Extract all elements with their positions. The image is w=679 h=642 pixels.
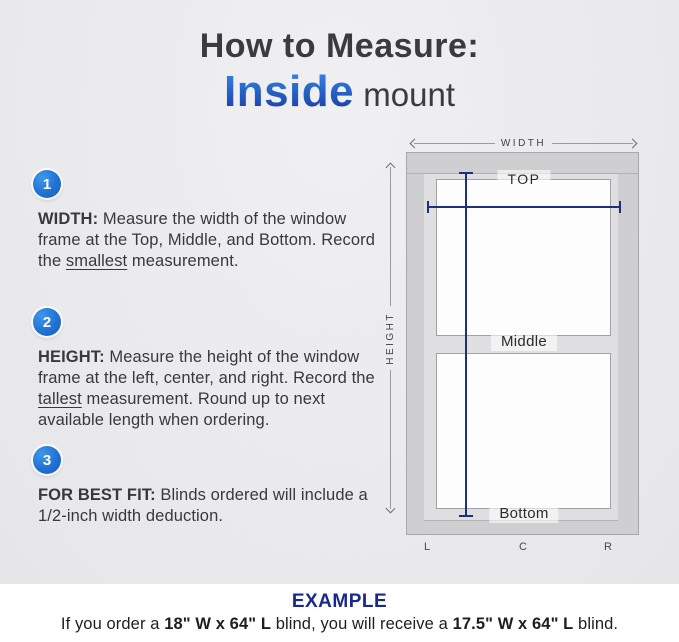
arrow-down-icon	[385, 504, 395, 514]
example-heading: EXAMPLE	[291, 591, 388, 612]
step-3-lead: FOR BEST FIT:	[38, 486, 156, 504]
step-2	[33, 308, 381, 431]
step-2-lead: HEIGHT:	[38, 348, 105, 366]
page-title-line2	[0, 67, 679, 117]
step-1-body: Measure the width of the window frame at the Top, Middle, and Bottom. Record the	[38, 210, 376, 270]
page-title-line1: How to Measure:	[199, 27, 480, 65]
window-label-bottom: Bottom	[489, 504, 558, 523]
window-label-middle: Middle	[491, 332, 557, 351]
example-bold-1: 18" W x 64" L	[164, 615, 272, 633]
step-3-text	[38, 485, 376, 527]
step-3-number-badge: 3	[33, 446, 61, 474]
example-bold-2: 17.5" W x 64" L	[452, 615, 574, 633]
step-1-text	[38, 209, 376, 272]
window-illustration	[406, 152, 639, 535]
step-2-text	[38, 347, 376, 431]
arrow-right-icon	[628, 139, 638, 149]
step-1-underlined-word: smallest	[65, 251, 128, 270]
arrow-up-icon	[385, 163, 395, 173]
step-3	[33, 446, 381, 527]
window-label-top: TOP	[497, 170, 550, 188]
horizontal-measure-line	[427, 206, 621, 208]
arrow-line	[552, 143, 633, 144]
step-2-number-badge: 2	[33, 308, 61, 336]
step-1-number-badge: 1	[33, 170, 61, 198]
arrow-line	[390, 167, 391, 306]
arrow-line	[414, 143, 495, 144]
arrow-line	[390, 370, 391, 509]
example-text-3: blind.	[573, 615, 619, 633]
step-1	[33, 170, 381, 272]
example-footer	[0, 584, 679, 642]
width-arrow-label: WIDTH	[500, 138, 547, 149]
step-2-underlined-word: tallest	[38, 389, 82, 408]
example-text-2: blind, you will receive a	[271, 615, 453, 633]
window-upper-pane	[436, 179, 611, 336]
tick-label-right: R	[604, 541, 613, 553]
example-sentence	[0, 615, 679, 634]
header	[0, 27, 679, 117]
step-2-body-after: measurement. Round up to next available length when ordering.	[38, 389, 326, 429]
width-dimension-arrow	[411, 137, 636, 150]
tick-label-left: L	[424, 541, 432, 553]
title-emphasis-inside: Inside	[223, 67, 355, 116]
vertical-measure-line	[465, 172, 467, 517]
tick-label-center: C	[519, 541, 528, 553]
window-lower-pane	[436, 353, 611, 509]
height-dimension-arrow	[383, 164, 397, 512]
step-1-body-after: measurement.	[127, 251, 239, 270]
step-3-body: Blinds ordered will include a 1/2-inch width deduction.	[38, 486, 368, 525]
arrow-left-icon	[410, 139, 420, 149]
example-text-1: If you order a	[60, 615, 165, 633]
height-arrow-label: HEIGHT	[384, 311, 396, 365]
step-2-body: Measure the height of the window frame at the left, center, and right. Record the	[38, 348, 375, 387]
title-rest-mount: mount	[354, 76, 456, 113]
step-1-lead: WIDTH:	[38, 210, 99, 228]
